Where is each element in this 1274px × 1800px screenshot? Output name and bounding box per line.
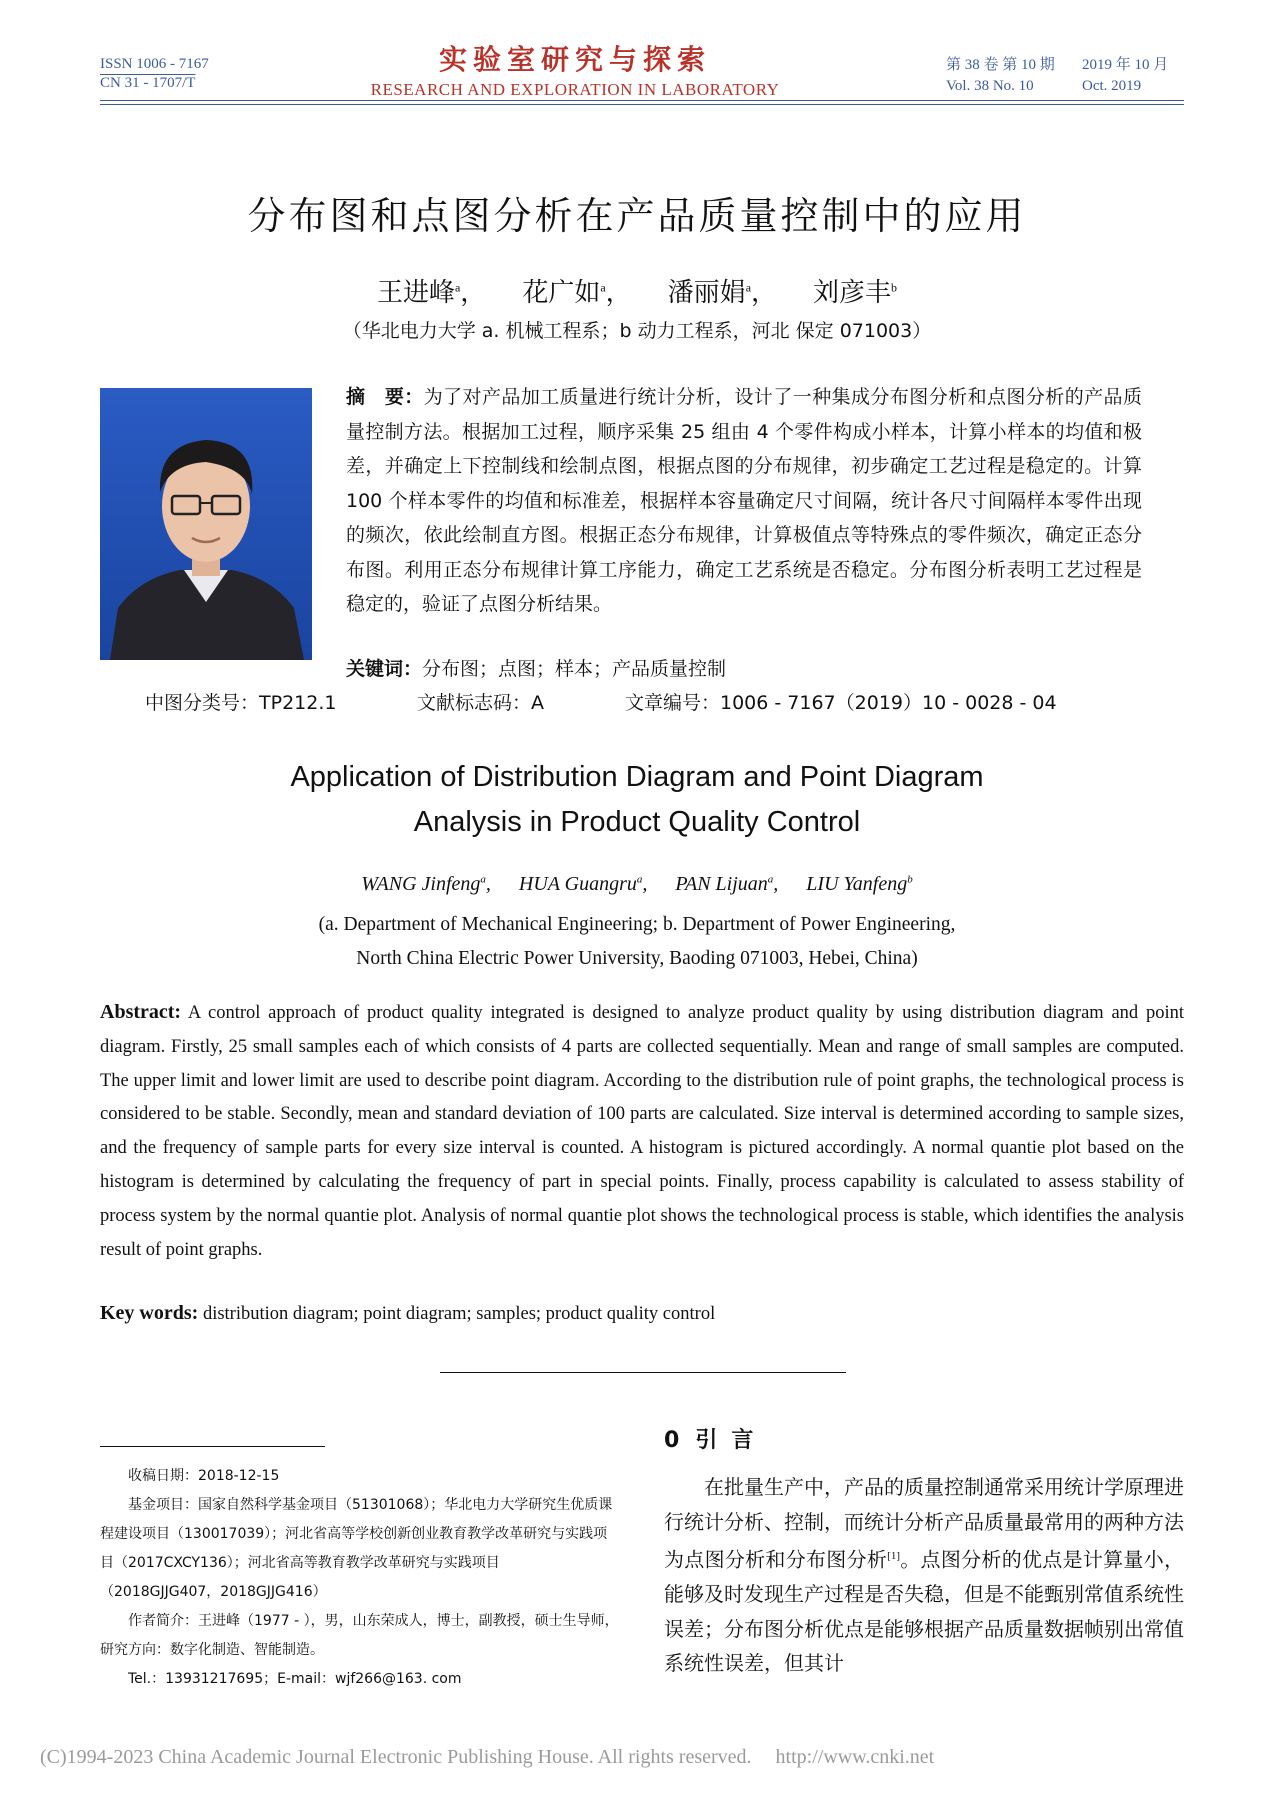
cn-author bbox=[377, 278, 486, 308]
en-author bbox=[806, 873, 912, 895]
cn-author bbox=[813, 278, 897, 308]
cn-author-name: 花广如 bbox=[522, 278, 601, 308]
citation-ref[interactable]: [1] bbox=[887, 1550, 900, 1562]
paper-title-en-line1: Application of Distribution Diagram and Point Diagram bbox=[290, 761, 984, 793]
cnki-url[interactable]: http://www.cnki.net bbox=[775, 1746, 935, 1768]
en-author bbox=[361, 873, 491, 895]
cn-author bbox=[668, 278, 777, 308]
footnotes bbox=[100, 1462, 620, 1694]
volume-cn: 第 38 卷 第 10 期 bbox=[946, 57, 1055, 73]
journal-issn-block bbox=[100, 55, 209, 93]
issue-info bbox=[946, 55, 1168, 97]
intro-text-part1: 在批量生产中，产品的质量控制通常采用统计学原理进行统计分析、控制，而统计分析产品质量最常用的两种方法为点图分析和分布图分析 bbox=[664, 1475, 1184, 1572]
authors-en bbox=[0, 873, 1274, 896]
footnote-received: 收稿日期：2018-12-15 bbox=[128, 1468, 280, 1484]
paper-title-en-line2: Analysis in Product Quality Control bbox=[413, 806, 861, 838]
cn-author-separator: ， bbox=[751, 278, 778, 308]
authors-cn bbox=[0, 272, 1274, 309]
keywords-en-label: Key words: bbox=[100, 1302, 199, 1324]
cn-author-affiliation-mark: b bbox=[891, 280, 898, 295]
en-author bbox=[675, 873, 778, 895]
abstract-cn-label: 摘 要： bbox=[346, 386, 424, 408]
keywords-en-text: distribution diagram; point diagram; samples; product quality control bbox=[198, 1304, 716, 1324]
footnote-author-bio: 作者简介：王进峰（1977 - ），男，山东荣成人，博士，副教授，硕士生导师，研究方向：数字化制造、智能制造。 bbox=[100, 1613, 619, 1658]
footnote-contact: Tel.：13931217695；E-mail：wjf266@163. com bbox=[128, 1671, 462, 1687]
header-rule-thick bbox=[100, 100, 1184, 101]
affiliation-en bbox=[0, 908, 1274, 976]
en-author-separator: , bbox=[642, 873, 648, 895]
cn-author-name: 潘丽娟 bbox=[667, 278, 746, 308]
journal-name-cn: 实验室研究与探索 bbox=[438, 43, 711, 76]
cn-author-separator: ， bbox=[460, 278, 487, 308]
en-author-affiliation-mark: a bbox=[480, 873, 486, 886]
cn-author bbox=[522, 278, 631, 308]
copyright-notice: (C)1994-2023 China Academic Journal Electronic Publishing House. All rights reserved. bbox=[40, 1746, 752, 1768]
introduction-text bbox=[664, 1470, 1184, 1681]
keywords-cn-text: 分布图；点图；样本；产品质量控制 bbox=[422, 658, 727, 680]
cn-author-separator: ， bbox=[605, 278, 632, 308]
cn-number: CN 31 - 1707/T bbox=[100, 75, 196, 91]
clc-number: 中图分类号：TP212.1 bbox=[145, 692, 337, 714]
cn-author-name: 刘彦丰 bbox=[813, 278, 892, 308]
en-author-name: LIU Yanfeng bbox=[806, 873, 908, 895]
cn-author-name: 王进峰 bbox=[376, 278, 455, 308]
journal-masthead bbox=[360, 38, 790, 100]
journal-name-en: RESEARCH AND EXPLORATION IN LABORATORY bbox=[370, 80, 780, 99]
document-code: 文献标志码：A bbox=[417, 692, 544, 714]
en-author-name: PAN Lijuan bbox=[675, 873, 768, 895]
volume-en: Vol. 38 No. 10 bbox=[946, 78, 1034, 94]
cn-author-affiliation-mark: a bbox=[454, 280, 461, 295]
abstract-cn bbox=[346, 380, 1142, 622]
footnote-funding: 基金项目：国家自然科学基金项目（51301068）；华北电力大学研究生优质课程建设项目（130017039）；河北省高等学校创新创业教育教学改革研究与实践项目（2017CXCY136）；河北省高等教育教学改革研究与实践项目（2018GJJG407，2018GJJG416） bbox=[100, 1497, 613, 1600]
abstract-cn-text: 为了对产品加工质量进行统计分析，设计了一种集成分布图分析和点图分析的产品质量控制方法。根据加工过程，顺序采集 25 组由 4 个零件构成小样本，计算小样本的均值和极差，并确定上下控制线和绘制点图，根据点图的分布规律，初步确定工艺过程是稳定的。计算 100 个样本零件的均值和标准差，根据样本容量确定尺寸间隔，统计各尺寸间隔样本零件出现的频次，依此绘制直方图。根据正态分布规律，计算极值点等特殊点的零件频次，确定正态分布图。利用正态分布规律计算工序能力，确定工艺系统是否稳定。分布图分析表明工艺过程是稳定的，验证了点图分析结果。 bbox=[346, 386, 1142, 615]
cn-author-affiliation-mark: a bbox=[600, 280, 606, 295]
page-footer bbox=[40, 1746, 934, 1769]
keywords-cn bbox=[346, 654, 726, 681]
abstract-en bbox=[100, 996, 1184, 1267]
affiliation-cn: （华北电力大学 a. 机械工程系；b 动力工程系，河北 保定 071003） bbox=[342, 320, 932, 342]
section-title: 引言 bbox=[695, 1428, 768, 1453]
issn: ISSN 1006 - 7167 bbox=[100, 56, 209, 72]
en-author-separator: , bbox=[485, 873, 491, 895]
author-portrait-image bbox=[100, 388, 312, 660]
abstract-en-label: Abstract: bbox=[100, 1001, 182, 1023]
en-author-affiliation-mark: a bbox=[636, 873, 643, 886]
paper-title-en bbox=[0, 755, 1274, 845]
en-author-name: WANG Jinfeng bbox=[361, 873, 481, 895]
en-author-separator: , bbox=[773, 873, 779, 895]
keywords-en bbox=[100, 1302, 715, 1325]
footnote-rule bbox=[100, 1446, 325, 1447]
cn-author-affiliation-mark: a bbox=[745, 280, 752, 295]
author-photo bbox=[100, 388, 312, 660]
keywords-cn-label: 关键词： bbox=[346, 658, 423, 680]
date-en: Oct. 2019 bbox=[1082, 78, 1142, 94]
affiliation-en-line2: North China Electric Power University, Baoding 071003, Hebei, China) bbox=[356, 948, 918, 969]
en-author-affiliation-mark: b bbox=[907, 873, 913, 886]
section-divider bbox=[440, 1372, 846, 1373]
en-author-affiliation-mark: a bbox=[767, 873, 774, 886]
date-cn: 2019 年 10 月 bbox=[1082, 57, 1169, 73]
en-author-name: HUA Guangru bbox=[518, 873, 637, 895]
article-number: 文章编号：1006 - 7167（2019）10 - 0028 - 04 bbox=[625, 692, 1057, 714]
abstract-en-text: A control approach of product quality integrated is designed to analyze product quality by using distribution diagram and point diagram. Firstly, 25 small samples each of which consists of 4 parts are collected sequentially. Mean and range of small samples are computed. The upper limit and lower limit are used to describe point diagram. According to the distribution rule of point graphs, the technological process is considered to be stable. Secondly, mean and standard deviation of 100 parts are calculated. Size interval is determined according to sample sizes, and the frequency of sample parts for every size interval is counted. A histogram is pictured accordingly. A normal quantie plot based on the histogram is determined by calculating the frequency of part in special points. Finally, process capability is calculated to assess stability of process system by the normal quantie plot. Analysis of normal quantie plot shows the technological process is stable, which identifies the analysis result of point graphs. bbox=[100, 1003, 1184, 1260]
en-author bbox=[519, 873, 647, 895]
header-rule-thin bbox=[100, 104, 1184, 105]
section-number: 0 bbox=[664, 1428, 682, 1453]
section-heading bbox=[664, 1423, 767, 1454]
paper-title-cn: 分布图和点图分析在产品质量控制中的应用 bbox=[247, 194, 1027, 238]
affiliation-en-line1: (a. Department of Mechanical Engineering; b. Department of Power Engineering, bbox=[318, 914, 956, 935]
intro-text-part2: 。点图分析的优点是计算量小，能够及时发现生产过程是否失稳，但是不能甄别常值系统性误差；分布图分析优点是能够根据产品质量数据帧别出常值系统性误差，但其计 bbox=[664, 1547, 1185, 1676]
